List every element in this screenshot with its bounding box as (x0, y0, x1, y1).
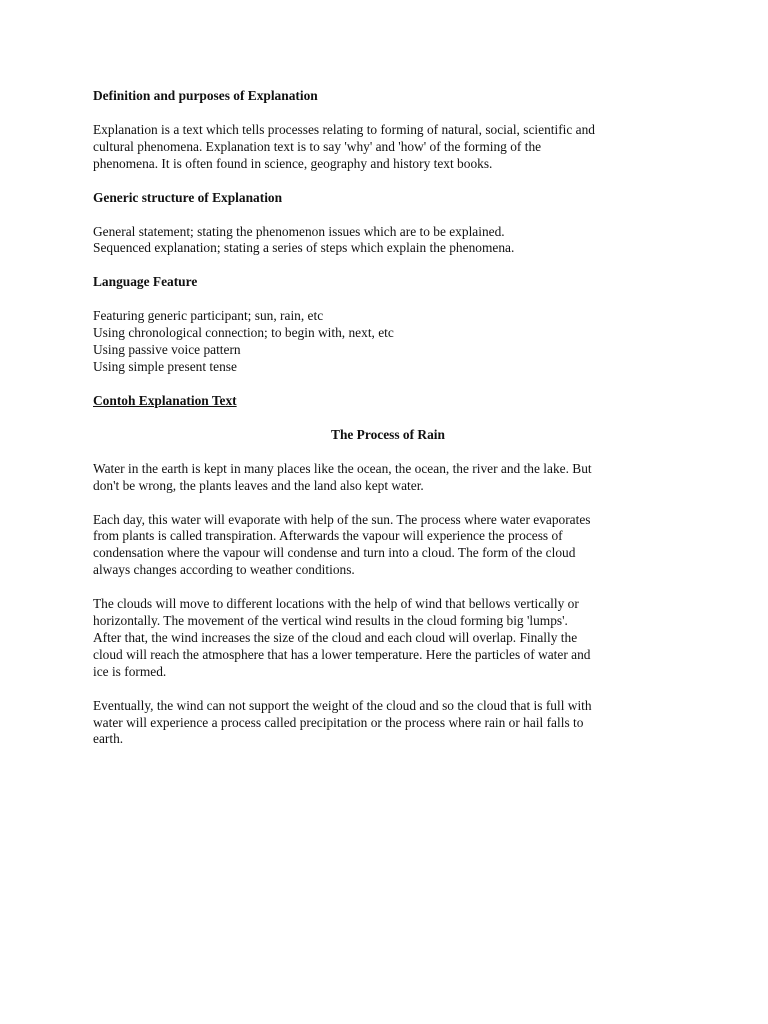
list-item: Featuring generic participant; sun, rain, etc (93, 308, 324, 324)
section-heading-language-feature: Language Feature (93, 274, 198, 290)
list-item: Using passive voice pattern (93, 342, 241, 358)
example-heading: Contoh Explanation Text (93, 392, 237, 408)
text-line: cloud will reach the atmosphere that has a lower temperature. Here the particles of water and (93, 646, 591, 662)
text-line: from plants is called transpiration. Afterwards the vapour will experience the process of (93, 528, 563, 544)
text-line: Water in the earth is kept in many places like the ocean, the ocean, the river and the lake. But (93, 460, 592, 476)
text-line: earth. (93, 731, 124, 747)
example-title: The Process of Rain (331, 426, 445, 442)
text-line: Each day, this water will evaporate with help of the sun. The process where water evaporates (93, 511, 591, 527)
text-line: always changes according to weather conditions. (93, 562, 355, 578)
example-paragraph-1 (93, 461, 683, 495)
section-heading-generic-structure: Generic structure of Explanation (93, 189, 283, 205)
example-paragraph-2 (93, 512, 683, 580)
list-item: Using chronological connection; to begin with, next, etc (93, 325, 394, 341)
text-line: Eventually, the wind can not support the weight of the cloud and so the cloud that is full with (93, 697, 592, 713)
text-line: ice is formed. (93, 663, 167, 679)
text-line: don't be wrong, the plants leaves and the land also kept water. (93, 477, 424, 493)
document-page (93, 88, 683, 765)
text-line: Explanation is a text which tells processes relating to forming of natural, social, scientific and (93, 121, 596, 137)
section-heading-definition: Definition and purposes of Explanation (93, 88, 318, 103)
text-line: General statement; stating the phenomenon issues which are to be explained. (93, 223, 505, 239)
text-line: Sequenced explanation; stating a series of steps which explain the phenomena. (93, 240, 515, 256)
generic-structure-paragraph (93, 224, 683, 258)
language-feature-list (93, 308, 683, 376)
text-line: water will experience a process called precipitation or the process where rain or hail falls to (93, 714, 584, 730)
example-paragraph-3 (93, 596, 683, 681)
text-line: After that, the wind increases the size of the cloud and each cloud will overlap. Finally the (93, 629, 578, 645)
example-paragraph-4 (93, 698, 683, 749)
text-line: phenomena. It is often found in science, geography and history text books. (93, 155, 493, 171)
list-item: Using simple present tense (93, 358, 237, 374)
definition-paragraph (93, 122, 683, 173)
text-line: condensation where the vapour will condense and turn into a cloud. The form of the cloud (93, 545, 576, 561)
text-line: The clouds will move to different locations with the help of wind that bellows vertically or (93, 596, 579, 612)
text-line: horizontally. The movement of the vertical wind results in the cloud forming big 'lumps'. (93, 613, 568, 629)
text-line: cultural phenomena. Explanation text is to say 'why' and 'how' of the forming of the (93, 138, 542, 154)
